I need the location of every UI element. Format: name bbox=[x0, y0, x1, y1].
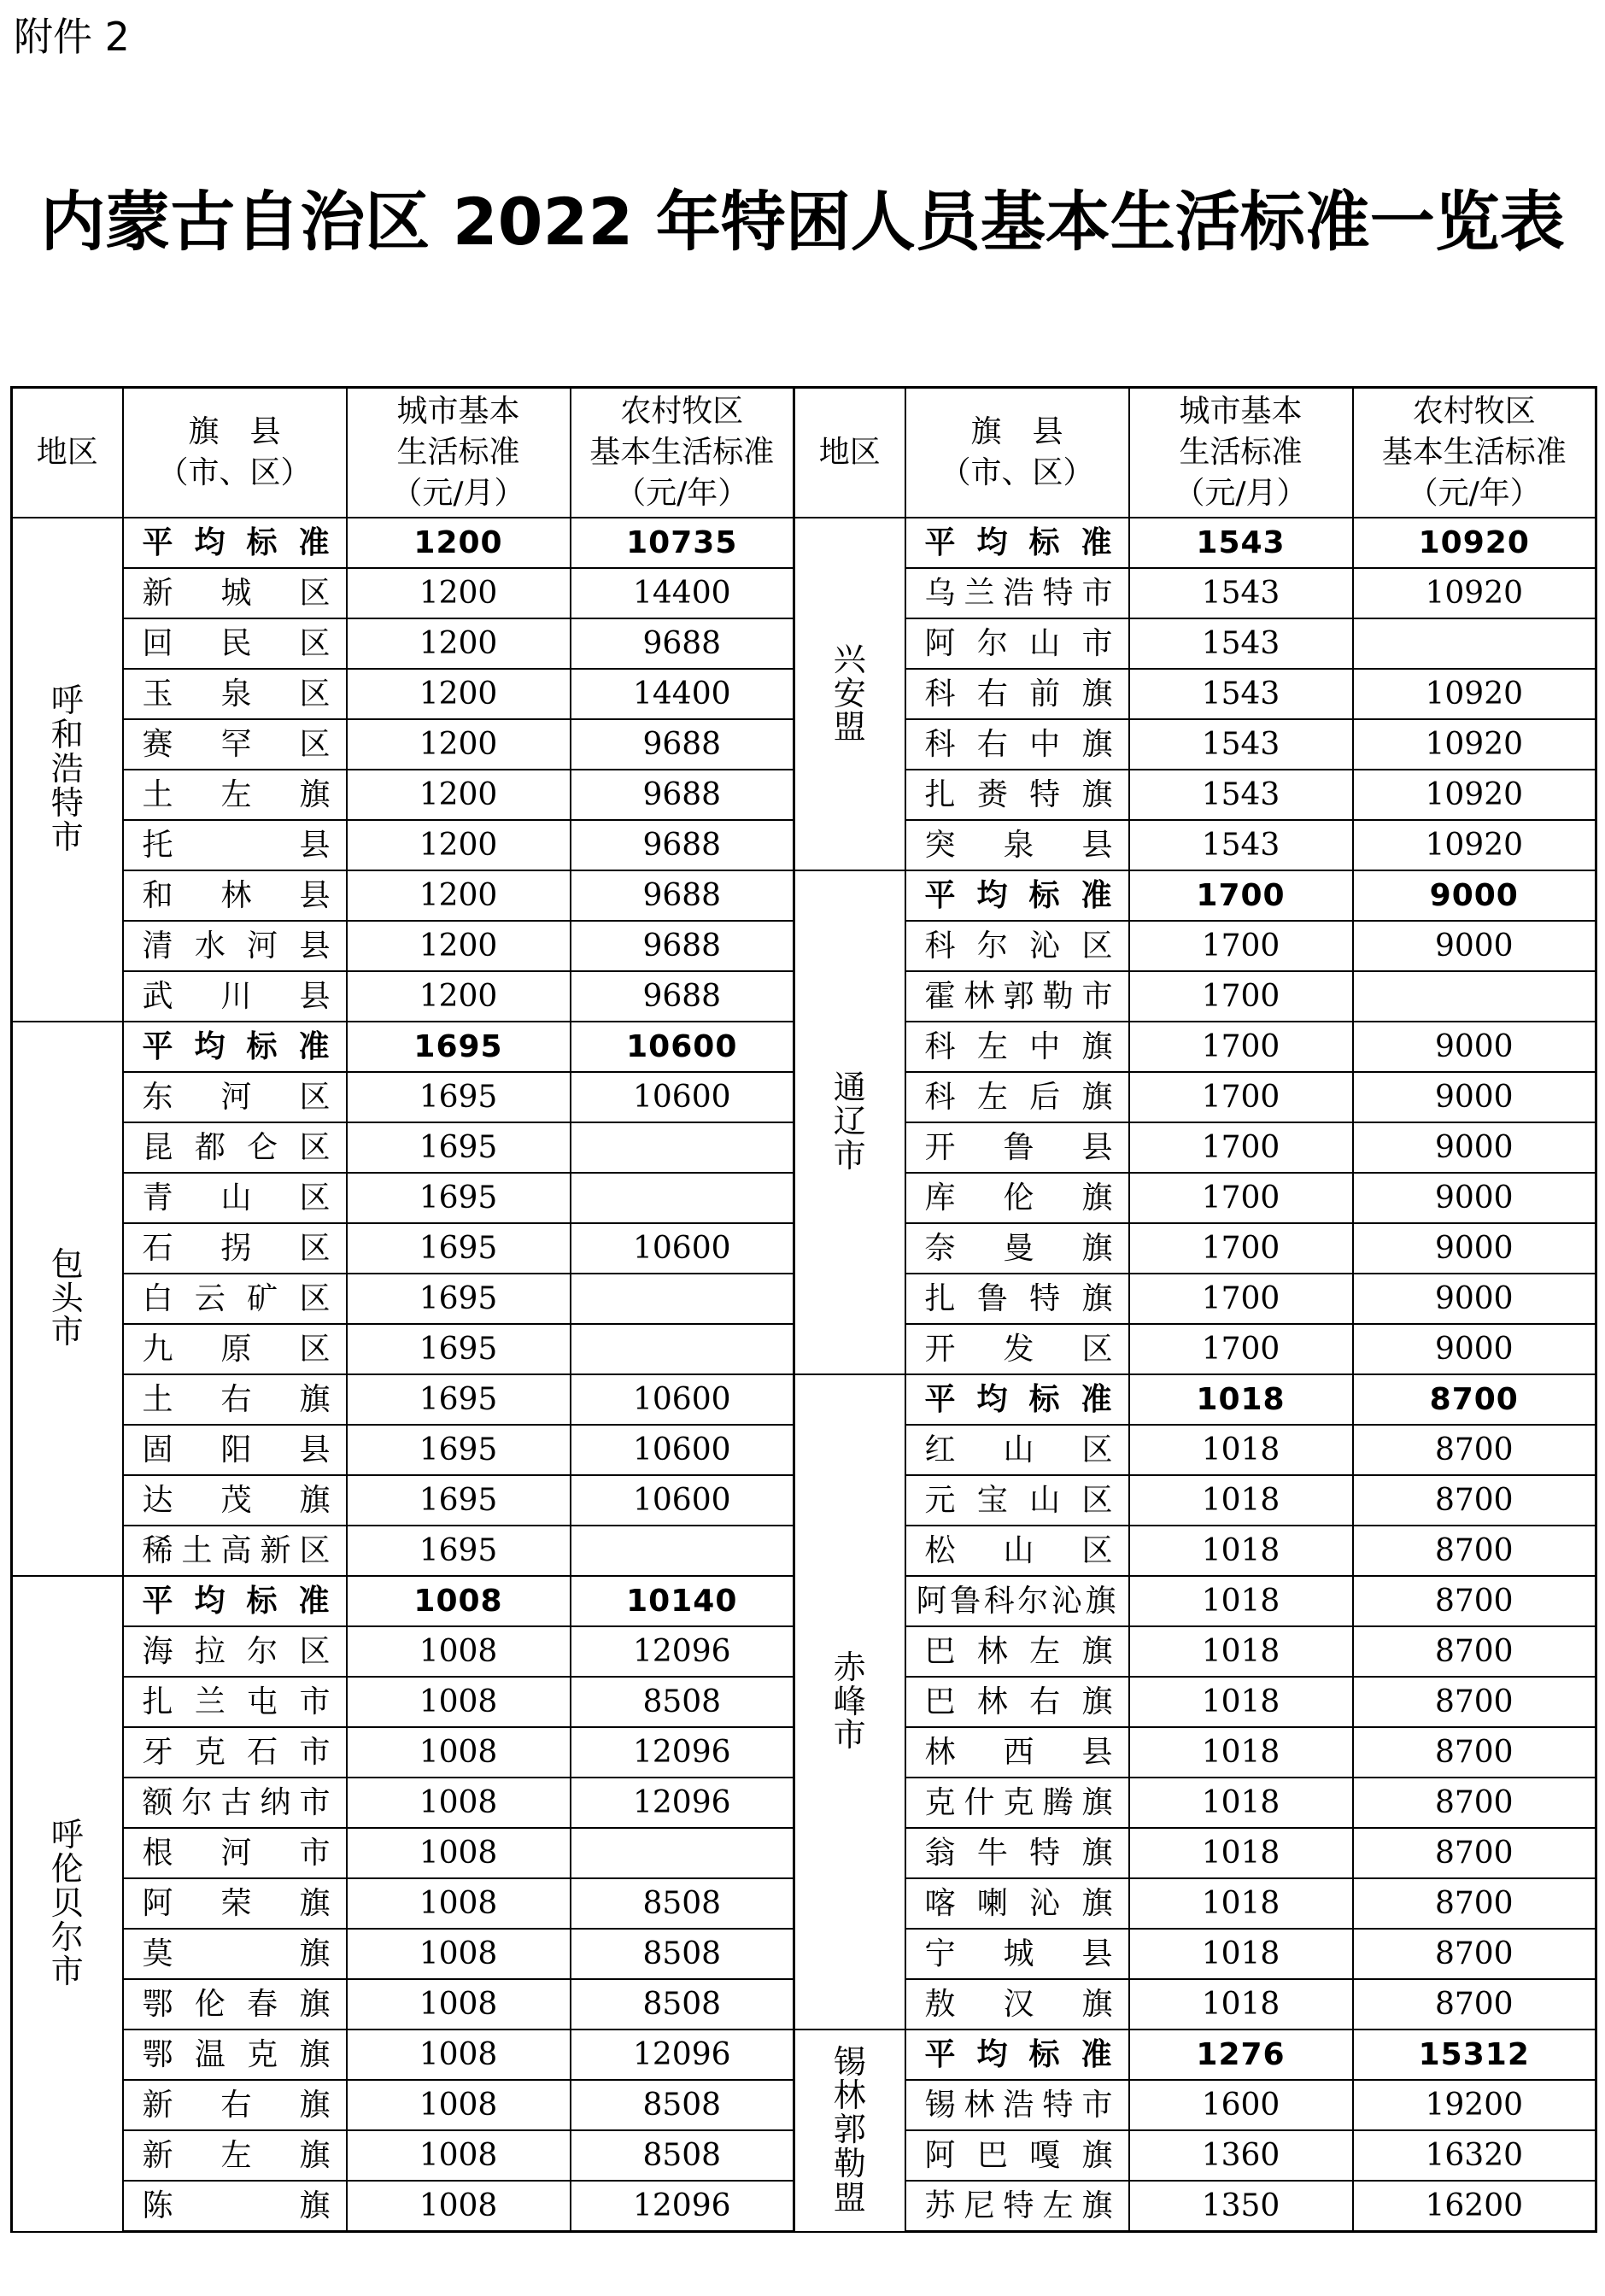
urban-standard: 1200 bbox=[347, 971, 571, 1022]
region-char: 勒 bbox=[833, 2145, 866, 2183]
urban-standard: 1600 bbox=[1129, 2080, 1353, 2130]
urban-standard: 1700 bbox=[1129, 1223, 1353, 1274]
county-name: 巴林左旗 bbox=[905, 1626, 1129, 1677]
county-name: 突泉县 bbox=[905, 820, 1129, 870]
county-name: 武川县 bbox=[123, 971, 347, 1022]
county-name: 开发区 bbox=[905, 1324, 1129, 1374]
urban-standard: 1695 bbox=[347, 1475, 571, 1526]
rural-standard: 9000 bbox=[1353, 1223, 1596, 1274]
urban-standard: 1018 bbox=[1129, 1878, 1353, 1929]
rural-standard: 16200 bbox=[1353, 2181, 1596, 2232]
rural-standard: 8700 bbox=[1353, 1526, 1596, 1576]
county-name: 根河市 bbox=[123, 1828, 347, 1878]
urban-standard: 1695 bbox=[347, 1122, 571, 1173]
county-name: 莫旗 bbox=[123, 1929, 347, 1979]
county-name: 苏尼特左旗 bbox=[905, 2181, 1129, 2232]
county-name: 东河区 bbox=[123, 1072, 347, 1122]
urban-standard: 1700 bbox=[1129, 1173, 1353, 1223]
urban-standard: 1695 bbox=[347, 1425, 571, 1475]
urban-standard: 1276 bbox=[1129, 2030, 1353, 2080]
rural-standard: 10600 bbox=[571, 1374, 794, 1425]
county-name: 新左旗 bbox=[123, 2130, 347, 2181]
urban-standard: 1018 bbox=[1129, 1778, 1353, 1828]
county-name: 开鲁县 bbox=[905, 1122, 1129, 1173]
header-rural: 农村牧区 基本生活标准 （元/年） bbox=[571, 388, 794, 518]
county-name: 元宝山区 bbox=[905, 1475, 1129, 1526]
county-name: 达茂旗 bbox=[123, 1475, 347, 1526]
region-char: 市 bbox=[833, 1716, 866, 1754]
rural-standard: 8700 bbox=[1353, 1425, 1596, 1475]
county-name: 扎赉特旗 bbox=[905, 770, 1129, 820]
rural-standard: 8508 bbox=[571, 1979, 794, 2030]
rural-standard: 8700 bbox=[1353, 1576, 1596, 1626]
rural-standard: 8700 bbox=[1353, 1727, 1596, 1778]
urban-standard: 1018 bbox=[1129, 1626, 1353, 1677]
urban-standard: 1200 bbox=[347, 719, 571, 770]
county-name: 松山区 bbox=[905, 1526, 1129, 1576]
urban-standard: 1018 bbox=[1129, 1475, 1353, 1526]
region-char: 兴 bbox=[833, 640, 866, 678]
rural-standard: 12096 bbox=[571, 1626, 794, 1677]
rural-standard: 9000 bbox=[1353, 921, 1596, 971]
urban-standard: 1018 bbox=[1129, 1828, 1353, 1878]
table-row bbox=[12, 1374, 1596, 1425]
rural-standard: 9688 bbox=[571, 921, 794, 971]
region-char: 市 bbox=[50, 817, 84, 856]
rural-standard: 19200 bbox=[1353, 2080, 1596, 2130]
rural-standard: 12096 bbox=[571, 2030, 794, 2080]
urban-standard: 1018 bbox=[1129, 1526, 1353, 1576]
county-name: 托县 bbox=[123, 820, 347, 870]
urban-standard: 1700 bbox=[1129, 1122, 1353, 1173]
county-name: 额尔古纳市 bbox=[123, 1778, 347, 1828]
county-name: 奈曼旗 bbox=[905, 1223, 1129, 1274]
header-region: 地区 bbox=[794, 388, 905, 518]
region-cell bbox=[794, 1374, 905, 2030]
urban-standard: 1200 bbox=[347, 618, 571, 669]
header-county: 旗 县 （市、区） bbox=[123, 388, 347, 518]
county-name: 宁城县 bbox=[905, 1929, 1129, 1979]
region-char: 锡 bbox=[833, 2042, 866, 2081]
rural-standard: 9000 bbox=[1353, 1022, 1596, 1072]
rural-standard: 12096 bbox=[571, 1778, 794, 1828]
county-name: 阿荣旗 bbox=[123, 1878, 347, 1929]
urban-standard: 1695 bbox=[347, 1526, 571, 1576]
urban-standard: 1008 bbox=[347, 2080, 571, 2130]
county-name: 科尔沁区 bbox=[905, 921, 1129, 971]
urban-standard: 1018 bbox=[1129, 1576, 1353, 1626]
urban-standard: 1018 bbox=[1129, 1929, 1353, 1979]
urban-standard: 1543 bbox=[1129, 770, 1353, 820]
rural-standard: 8700 bbox=[1353, 1929, 1596, 1979]
average-label: 平均标准 bbox=[905, 870, 1129, 921]
urban-standard: 1200 bbox=[347, 518, 571, 568]
average-label: 平均标准 bbox=[905, 1374, 1129, 1425]
urban-standard: 1543 bbox=[1129, 568, 1353, 618]
urban-standard: 1200 bbox=[347, 669, 571, 719]
average-label: 平均标准 bbox=[123, 1576, 347, 1626]
urban-standard: 1543 bbox=[1129, 719, 1353, 770]
region-char: 盟 bbox=[833, 708, 866, 747]
county-name: 和林县 bbox=[123, 870, 347, 921]
county-name: 科右前旗 bbox=[905, 669, 1129, 719]
urban-standard: 1008 bbox=[347, 1929, 571, 1979]
county-name: 海拉尔区 bbox=[123, 1626, 347, 1677]
urban-standard: 1200 bbox=[347, 770, 571, 820]
county-name: 鄂温克旗 bbox=[123, 2030, 347, 2080]
urban-standard: 1695 bbox=[347, 1324, 571, 1374]
rural-standard: 9688 bbox=[571, 971, 794, 1022]
urban-standard: 1700 bbox=[1129, 1072, 1353, 1122]
header-urban: 城市基本 生活标准 （元/月） bbox=[1129, 388, 1353, 518]
county-name: 扎鲁特旗 bbox=[905, 1274, 1129, 1324]
county-name: 白云矿区 bbox=[123, 1274, 347, 1324]
rural-standard: 14400 bbox=[571, 568, 794, 618]
rural-standard: 10600 bbox=[571, 1475, 794, 1526]
rural-standard: 8700 bbox=[1353, 1778, 1596, 1828]
urban-standard: 1695 bbox=[347, 1274, 571, 1324]
rural-standard bbox=[571, 1274, 794, 1324]
urban-standard: 1018 bbox=[1129, 1677, 1353, 1727]
urban-standard: 1700 bbox=[1129, 870, 1353, 921]
region-char: 市 bbox=[50, 1313, 84, 1351]
urban-standard: 1543 bbox=[1129, 820, 1353, 870]
rural-standard bbox=[1353, 618, 1596, 669]
county-name: 阿鲁科尔沁旗 bbox=[905, 1576, 1129, 1626]
header-county: 旗 县 （市、区） bbox=[905, 388, 1129, 518]
county-name: 土左旗 bbox=[123, 770, 347, 820]
county-name: 鄂伦春旗 bbox=[123, 1979, 347, 2030]
rural-standard: 8700 bbox=[1353, 1828, 1596, 1878]
urban-standard: 1018 bbox=[1129, 1727, 1353, 1778]
county-name: 锡林浩特市 bbox=[905, 2080, 1129, 2130]
region-cell bbox=[12, 1576, 123, 2232]
region-char: 通 bbox=[833, 1069, 866, 1107]
region-char: 郭 bbox=[833, 2111, 866, 2149]
rural-standard bbox=[571, 1324, 794, 1374]
urban-standard: 1700 bbox=[1129, 921, 1353, 971]
county-name: 科右中旗 bbox=[905, 719, 1129, 770]
rural-standard: 9000 bbox=[1353, 870, 1596, 921]
rural-standard: 15312 bbox=[1353, 2030, 1596, 2080]
rural-standard: 8508 bbox=[571, 1677, 794, 1727]
average-label: 平均标准 bbox=[905, 518, 1129, 568]
rural-standard: 8700 bbox=[1353, 1677, 1596, 1727]
page-title: 内蒙古自治区 2022 年特困人员基本生活标准一览表 bbox=[40, 184, 1565, 260]
rural-standard: 9000 bbox=[1353, 1173, 1596, 1223]
county-name: 扎兰屯市 bbox=[123, 1677, 347, 1727]
region-char: 尔 bbox=[50, 1918, 84, 1956]
average-label: 平均标准 bbox=[905, 2030, 1129, 2080]
rural-standard: 10735 bbox=[571, 518, 794, 568]
region-char: 头 bbox=[50, 1279, 84, 1317]
county-name: 青山区 bbox=[123, 1173, 347, 1223]
attachment-label: 附件 2 bbox=[14, 14, 130, 60]
table-header-row bbox=[12, 388, 1596, 518]
region-cell bbox=[794, 2030, 905, 2232]
urban-standard: 1695 bbox=[347, 1022, 571, 1072]
county-name: 昆都仑区 bbox=[123, 1122, 347, 1173]
county-name: 霍林郭勒市 bbox=[905, 971, 1129, 1022]
region-char: 市 bbox=[50, 1952, 84, 1990]
region-char: 呼 bbox=[50, 682, 84, 720]
urban-standard: 1695 bbox=[347, 1374, 571, 1425]
rural-standard: 9000 bbox=[1353, 1324, 1596, 1374]
urban-standard: 1695 bbox=[347, 1072, 571, 1122]
region-cell bbox=[794, 518, 905, 870]
urban-standard: 1008 bbox=[347, 1727, 571, 1778]
region-char: 峰 bbox=[833, 1682, 866, 1720]
region-cell bbox=[12, 518, 123, 1022]
rural-standard: 10600 bbox=[571, 1072, 794, 1122]
urban-standard: 1700 bbox=[1129, 971, 1353, 1022]
county-name: 库伦旗 bbox=[905, 1173, 1129, 1223]
header-urban: 城市基本 生活标准 （元/月） bbox=[347, 388, 571, 518]
urban-standard: 1018 bbox=[1129, 1374, 1353, 1425]
rural-standard bbox=[571, 1828, 794, 1878]
rural-standard: 9688 bbox=[571, 618, 794, 669]
urban-standard: 1008 bbox=[347, 1677, 571, 1727]
urban-standard: 1008 bbox=[347, 1828, 571, 1878]
region-cell bbox=[794, 870, 905, 1374]
rural-standard: 10600 bbox=[571, 1022, 794, 1072]
region-char: 安 bbox=[833, 674, 866, 712]
rural-standard: 8508 bbox=[571, 1878, 794, 1929]
rural-standard: 10920 bbox=[1353, 568, 1596, 618]
rural-standard: 8508 bbox=[571, 1929, 794, 1979]
rural-standard bbox=[571, 1173, 794, 1223]
urban-standard: 1008 bbox=[347, 1576, 571, 1626]
rural-standard: 10920 bbox=[1353, 719, 1596, 770]
rural-standard bbox=[571, 1526, 794, 1576]
county-name: 红山区 bbox=[905, 1425, 1129, 1475]
rural-standard: 8700 bbox=[1353, 1475, 1596, 1526]
county-name: 巴林右旗 bbox=[905, 1677, 1129, 1727]
region-char: 包 bbox=[50, 1245, 84, 1283]
region-char: 伦 bbox=[50, 1849, 84, 1888]
rural-standard: 10600 bbox=[571, 1425, 794, 1475]
county-name: 固阳县 bbox=[123, 1425, 347, 1475]
table-body bbox=[12, 518, 1596, 2232]
county-name: 科左后旗 bbox=[905, 1072, 1129, 1122]
urban-standard: 1200 bbox=[347, 820, 571, 870]
region-char: 和 bbox=[50, 716, 84, 754]
county-name: 林西县 bbox=[905, 1727, 1129, 1778]
urban-standard: 1200 bbox=[347, 870, 571, 921]
region-char: 林 bbox=[833, 2076, 866, 2115]
rural-standard: 12096 bbox=[571, 1727, 794, 1778]
county-name: 新右旗 bbox=[123, 2080, 347, 2130]
average-label: 平均标准 bbox=[123, 1022, 347, 1072]
region-char: 贝 bbox=[50, 1883, 84, 1922]
county-name: 回民区 bbox=[123, 618, 347, 669]
county-name: 土右旗 bbox=[123, 1374, 347, 1425]
table-row bbox=[12, 518, 1596, 568]
table-row bbox=[12, 2030, 1596, 2080]
urban-standard: 1695 bbox=[347, 1173, 571, 1223]
rural-standard: 14400 bbox=[571, 669, 794, 719]
urban-standard: 1008 bbox=[347, 2030, 571, 2080]
rural-standard: 8700 bbox=[1353, 1626, 1596, 1677]
urban-standard: 1008 bbox=[347, 1626, 571, 1677]
urban-standard: 1008 bbox=[347, 1778, 571, 1828]
rural-standard: 12096 bbox=[571, 2181, 794, 2232]
rural-standard: 10920 bbox=[1353, 518, 1596, 568]
rural-standard: 9688 bbox=[571, 870, 794, 921]
county-name: 乌兰浩特市 bbox=[905, 568, 1129, 618]
county-name: 牙克石市 bbox=[123, 1727, 347, 1778]
rural-standard: 8700 bbox=[1353, 1878, 1596, 1929]
urban-standard: 1200 bbox=[347, 921, 571, 971]
county-name: 玉泉区 bbox=[123, 669, 347, 719]
county-name: 克什克腾旗 bbox=[905, 1778, 1129, 1828]
rural-standard: 9000 bbox=[1353, 1072, 1596, 1122]
urban-standard: 1700 bbox=[1129, 1022, 1353, 1072]
table-row bbox=[12, 870, 1596, 921]
region-char: 辽 bbox=[833, 1103, 866, 1141]
county-name: 新城区 bbox=[123, 568, 347, 618]
rural-standard: 10920 bbox=[1353, 820, 1596, 870]
region-char: 赤 bbox=[833, 1648, 866, 1686]
urban-standard: 1695 bbox=[347, 1223, 571, 1274]
rural-standard: 9688 bbox=[571, 719, 794, 770]
urban-standard: 1200 bbox=[347, 568, 571, 618]
rural-standard: 10920 bbox=[1353, 770, 1596, 820]
header-rural: 农村牧区 基本生活标准 （元/年） bbox=[1353, 388, 1596, 518]
region-char: 市 bbox=[833, 1136, 866, 1174]
county-name: 阿巴嘎旗 bbox=[905, 2130, 1129, 2181]
rural-standard: 10140 bbox=[571, 1576, 794, 1626]
county-name: 敖汉旗 bbox=[905, 1979, 1129, 2030]
rural-standard: 8508 bbox=[571, 2080, 794, 2130]
urban-standard: 1360 bbox=[1129, 2130, 1353, 2181]
urban-standard: 1018 bbox=[1129, 1425, 1353, 1475]
urban-standard: 1700 bbox=[1129, 1324, 1353, 1374]
rural-standard: 16320 bbox=[1353, 2130, 1596, 2181]
urban-standard: 1018 bbox=[1129, 1979, 1353, 2030]
urban-standard: 1350 bbox=[1129, 2181, 1353, 2232]
region-cell bbox=[12, 1022, 123, 1576]
rural-standard bbox=[571, 1122, 794, 1173]
rural-standard: 10600 bbox=[571, 1223, 794, 1274]
county-name: 清水河县 bbox=[123, 921, 347, 971]
urban-standard: 1008 bbox=[347, 1878, 571, 1929]
standards-table bbox=[10, 386, 1597, 2233]
county-name: 赛罕区 bbox=[123, 719, 347, 770]
urban-standard: 1008 bbox=[347, 1979, 571, 2030]
rural-standard: 9000 bbox=[1353, 1274, 1596, 1324]
urban-standard: 1700 bbox=[1129, 1274, 1353, 1324]
county-name: 喀喇沁旗 bbox=[905, 1878, 1129, 1929]
rural-standard: 9000 bbox=[1353, 1122, 1596, 1173]
urban-standard: 1543 bbox=[1129, 669, 1353, 719]
rural-standard: 9688 bbox=[571, 820, 794, 870]
rural-standard: 8508 bbox=[571, 2130, 794, 2181]
urban-standard: 1008 bbox=[347, 2130, 571, 2181]
region-char: 呼 bbox=[50, 1816, 84, 1854]
county-name: 九原区 bbox=[123, 1324, 347, 1374]
region-char: 浩 bbox=[50, 750, 84, 788]
region-char: 特 bbox=[50, 783, 84, 822]
region-char: 盟 bbox=[833, 2179, 866, 2217]
urban-standard: 1008 bbox=[347, 2181, 571, 2232]
county-name: 稀土高新区 bbox=[123, 1526, 347, 1576]
county-name: 科左中旗 bbox=[905, 1022, 1129, 1072]
rural-standard bbox=[1353, 971, 1596, 1022]
urban-standard: 1543 bbox=[1129, 518, 1353, 568]
county-name: 阿尔山市 bbox=[905, 618, 1129, 669]
average-label: 平均标准 bbox=[123, 518, 347, 568]
county-name: 陈旗 bbox=[123, 2181, 347, 2232]
rural-standard: 10920 bbox=[1353, 669, 1596, 719]
county-name: 石拐区 bbox=[123, 1223, 347, 1274]
rural-standard: 8700 bbox=[1353, 1979, 1596, 2030]
header-region: 地区 bbox=[12, 388, 123, 518]
urban-standard: 1543 bbox=[1129, 618, 1353, 669]
rural-standard: 9688 bbox=[571, 770, 794, 820]
rural-standard: 8700 bbox=[1353, 1374, 1596, 1425]
county-name: 翁牛特旗 bbox=[905, 1828, 1129, 1878]
